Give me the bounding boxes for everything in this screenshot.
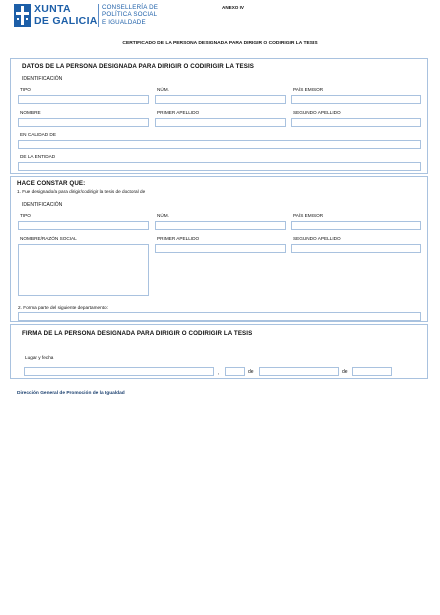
xunta-line-1: XUNTA [34,3,71,15]
consellaria-line-3: E IGUALDADE [102,18,146,26]
identificacion-label: IDENTIFICACIÓN [22,76,63,82]
nombre-label: NOMBRE [20,110,41,115]
tipo-label-2: TIPO [20,213,31,218]
de-la-entidad-field[interactable] [18,162,421,171]
comma-separator: , [218,370,220,376]
logo-divider [98,4,99,27]
section-firma-title: FIRMA DE LA PERSONA DESIGNADA PARA DIRIGIR O CODIRIGIR LA TESIS [22,330,253,337]
xunta-logo [14,4,164,28]
segundo-apellido-label-2: SEGUNDO APELLIDO [293,236,341,241]
nombre-razon-social-label: NOMBRE/RAZÓN SOCIAL [20,236,77,241]
pais-emisor-field[interactable] [291,95,421,104]
segundo-apellido-field-2[interactable] [291,244,421,253]
num-field-2[interactable] [155,221,286,230]
num-field[interactable] [155,95,286,104]
segundo-apellido-field[interactable] [291,118,421,127]
nombre-razon-social-field[interactable] [18,244,149,296]
mes-field[interactable] [259,367,339,376]
num-label: NÚM. [157,87,169,92]
pais-emisor-label-2: PAÍS EMISOR [293,213,324,218]
consellaria-line-2: POLÍTICA SOCIAL [102,11,158,19]
tipo-field-2[interactable] [18,221,149,230]
primer-apellido-field[interactable] [155,118,286,127]
departamento-field[interactable] [18,312,421,321]
en-calidad-de-label: EN CALIDAD DE [20,132,56,137]
identificacion-label-2: IDENTIFICACIÓN [22,202,63,208]
document-title: CERTIFICADO DE LA PERSONA DESIGNADA PARA DIRIGIR O CODIRIGIR LA TESIS [122,41,318,46]
anexo-label: ANEXO IV [222,5,244,10]
primer-apellido-label-2: PRIMER APELLIDO [157,236,200,241]
xunta-cross-icon [14,4,31,27]
pais-emisor-field-2[interactable] [291,221,421,230]
consellaria-line-1: CONSELLERÍA DE [102,4,159,11]
tipo-field[interactable] [18,95,149,104]
anio-field[interactable] [352,367,392,376]
section-datos-persona [10,58,428,174]
consellaria-wordmark [102,4,158,26]
de-separator-1: de [248,369,254,375]
dia-field[interactable] [225,367,245,376]
primer-apellido-label: PRIMER APELLIDO [157,110,200,115]
de-la-entidad-label: DE LA ENTIDAD [20,154,56,159]
primer-apellido-field-2[interactable] [155,244,286,253]
de-separator-2: de [342,369,348,375]
xunta-wordmark [34,4,98,27]
lugar-y-fecha-label: Lugar y fecha [25,355,54,360]
item1-text: 1. Fue designado/a para dirigir/codirigir la tesis de doctoral de [17,189,146,194]
section-firma [10,324,428,379]
item2-text: 2. Forma parte del siguiente departamento: [18,305,108,310]
segundo-apellido-label: SEGUNDO APELLIDO [293,110,341,115]
nombre-field[interactable] [18,118,149,127]
tipo-label: TIPO [20,87,31,92]
section-hace-constar [10,176,428,322]
num-label-2: NÚM. [157,213,169,218]
pais-emisor-label: PAÍS EMISOR [293,87,324,92]
section-datos-title: DATOS DE LA PERSONA DESIGNADA PARA DIRIGIR O CODIRIGIR LA TESIS [22,63,255,70]
lugar-field[interactable] [24,367,214,376]
footer-organization: Dirección General de Promoción de la Igualdad [17,391,125,396]
section-hace-constar-title: HACE CONSTAR QUE: [17,180,86,187]
en-calidad-de-field[interactable] [18,140,421,149]
xunta-line-2: DE GALICIA [34,14,98,27]
